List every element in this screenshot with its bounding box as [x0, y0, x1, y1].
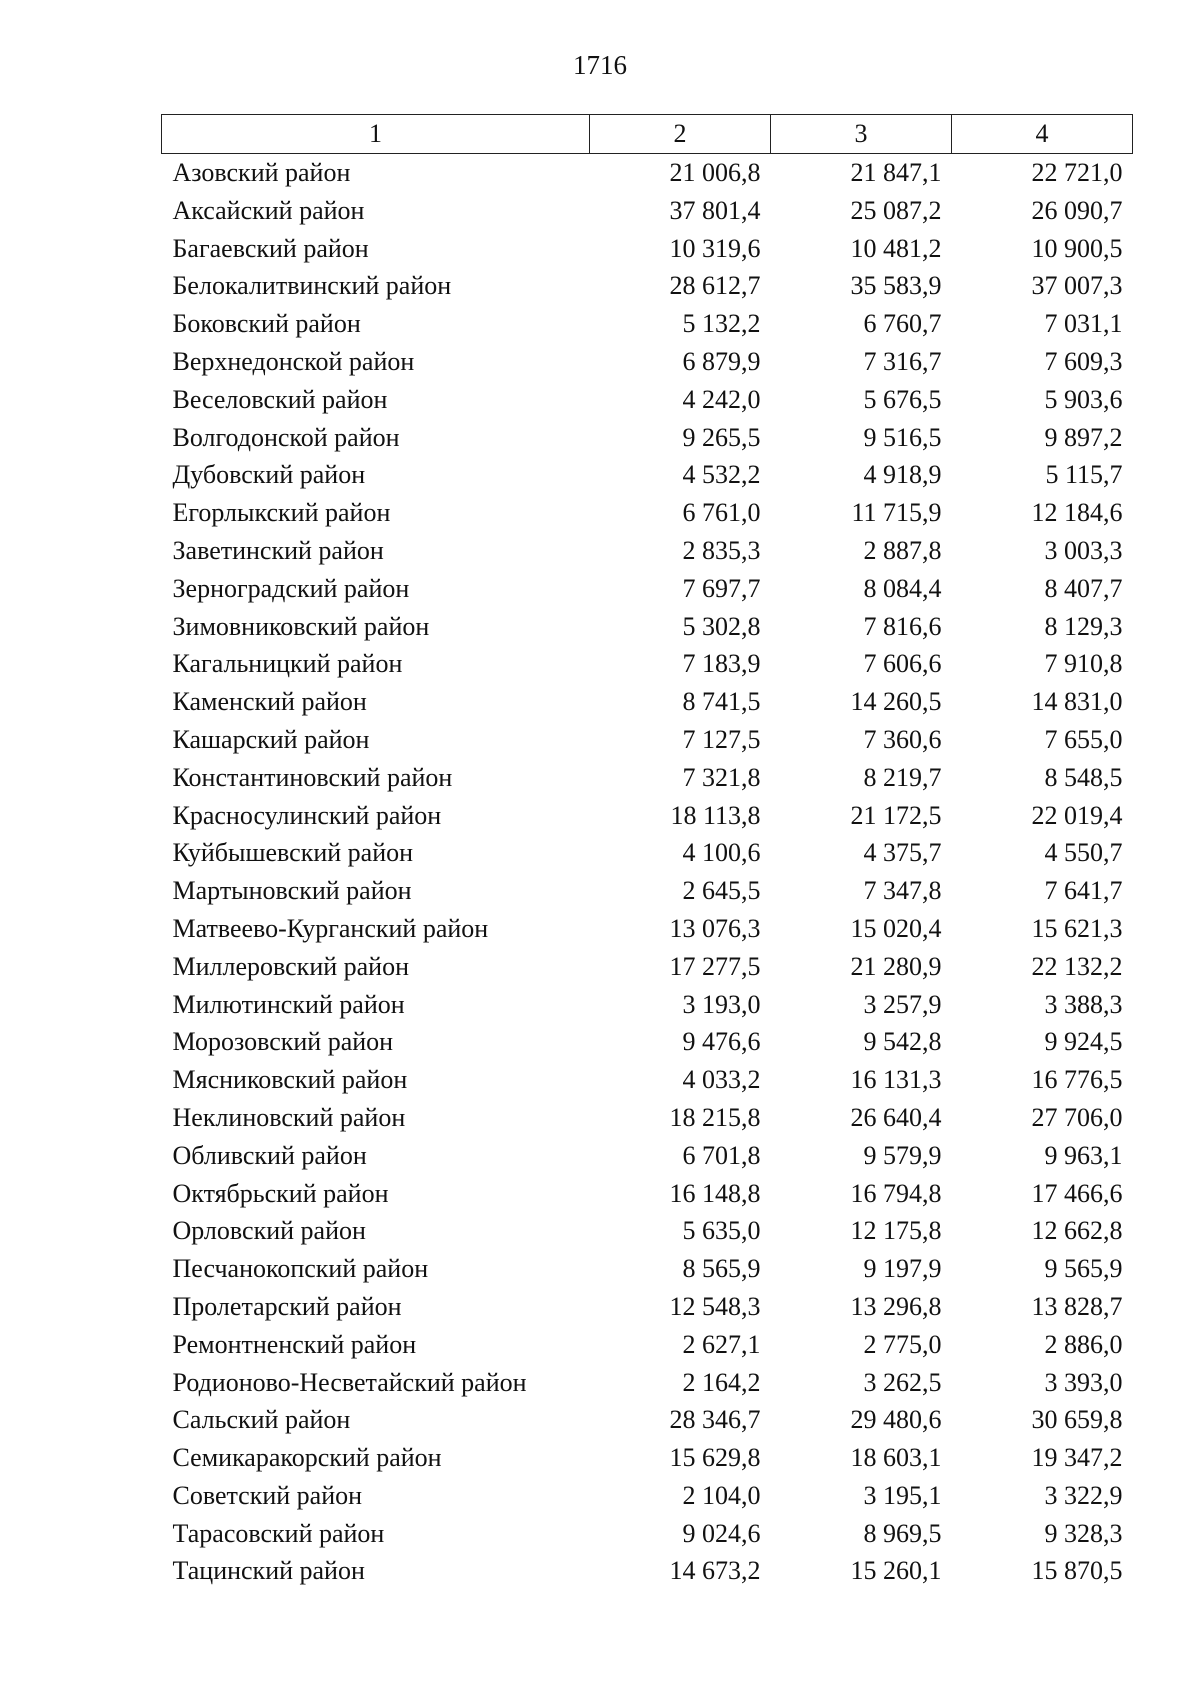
value-col-4: 10 900,5 — [1031, 233, 1123, 263]
value-col-2: 2 164,2 — [682, 1367, 761, 1397]
value-col-4: 5 115,7 — [1045, 460, 1123, 490]
value-col-4: 22 721,0 — [1031, 158, 1123, 187]
value-col-4: 4 550,7 — [1044, 838, 1123, 868]
district-name: Константиновский район — [172, 762, 453, 792]
value-col-3: 3 257,9 — [863, 989, 942, 1019]
table-header — [162, 115, 1133, 154]
value-col-4: 22 019,4 — [1031, 800, 1123, 830]
table-row — [162, 1552, 1133, 1590]
table-body — [162, 154, 1133, 1591]
table-row — [162, 797, 1133, 835]
value-col-2: 17 277,5 — [669, 951, 761, 981]
value-col-2: 21 006,8 — [669, 158, 761, 187]
table-row — [162, 1515, 1133, 1553]
district-name: Кагальницкий район — [172, 649, 403, 679]
district-name: Боковский район — [172, 309, 361, 339]
table-row — [162, 834, 1133, 872]
value-col-4: 3 322,9 — [1044, 1480, 1123, 1510]
table-row — [162, 230, 1133, 268]
value-col-3: 29 480,6 — [850, 1405, 942, 1435]
value-col-2: 15 629,8 — [669, 1443, 761, 1473]
table-row — [162, 305, 1133, 343]
district-name: Заветинский район — [172, 535, 384, 565]
value-col-4: 12 662,8 — [1031, 1216, 1123, 1246]
value-col-4: 2 886,0 — [1044, 1329, 1123, 1359]
value-col-2: 13 076,3 — [669, 913, 761, 943]
value-col-4: 7 641,7 — [1044, 876, 1123, 906]
value-col-2: 12 548,3 — [669, 1291, 761, 1321]
table-row — [162, 1061, 1133, 1099]
district-name: Мартыновский район — [172, 876, 412, 906]
value-col-2: 10 319,6 — [669, 233, 761, 263]
value-col-2: 8 741,5 — [682, 687, 761, 717]
table-row — [162, 608, 1133, 646]
value-col-3: 21 280,9 — [850, 951, 942, 981]
table-row — [162, 494, 1133, 532]
value-col-2: 2 645,5 — [682, 876, 761, 906]
table-row — [162, 1439, 1133, 1477]
table-row — [162, 645, 1133, 683]
header-col-1: 1 — [162, 115, 590, 154]
value-col-4: 8 129,3 — [1044, 611, 1123, 641]
value-col-4: 16 776,5 — [1031, 1065, 1123, 1095]
value-col-3: 21 847,1 — [850, 158, 942, 187]
district-name: Песчанокопский район — [172, 1254, 429, 1284]
page-number: 1716 — [573, 50, 627, 80]
value-col-3: 5 676,5 — [863, 384, 942, 414]
table-row — [162, 381, 1133, 419]
value-col-3: 8 219,7 — [863, 762, 942, 792]
value-col-3: 25 087,2 — [850, 195, 942, 225]
value-col-2: 7 697,7 — [682, 573, 761, 603]
district-name: Верхнедонской район — [172, 346, 415, 376]
table-row — [162, 1099, 1133, 1137]
table-row — [162, 1137, 1133, 1175]
value-col-2: 8 565,9 — [682, 1254, 761, 1284]
value-col-2: 28 346,7 — [669, 1405, 761, 1435]
table-row — [162, 1023, 1133, 1061]
value-col-3: 8 969,5 — [863, 1518, 942, 1548]
district-name: Орловский район — [172, 1216, 366, 1246]
value-col-2: 18 215,8 — [669, 1102, 761, 1132]
value-col-4: 15 621,3 — [1031, 913, 1123, 943]
value-col-2: 18 113,8 — [670, 800, 761, 830]
value-col-3: 16 794,8 — [850, 1178, 942, 1208]
value-col-4: 7 655,0 — [1044, 724, 1123, 754]
value-col-2: 5 132,2 — [682, 309, 761, 339]
district-name: Обливский район — [172, 1140, 367, 1170]
table-row — [162, 910, 1133, 948]
value-col-4: 30 659,8 — [1031, 1405, 1123, 1435]
value-col-4: 15 870,5 — [1031, 1556, 1123, 1586]
value-col-4: 8 407,7 — [1044, 573, 1123, 603]
value-col-3: 9 516,5 — [863, 422, 942, 452]
value-col-3: 35 583,9 — [850, 271, 942, 301]
value-col-2: 37 801,4 — [669, 195, 761, 225]
value-col-3: 9 542,8 — [863, 1027, 942, 1057]
value-col-4: 19 347,2 — [1031, 1443, 1123, 1473]
district-name: Белокалитвинский район — [172, 271, 452, 301]
value-col-2: 2 627,1 — [682, 1329, 761, 1359]
value-col-3: 18 603,1 — [850, 1443, 942, 1473]
table-row — [162, 570, 1133, 608]
district-name: Матвеево-Курганский район — [172, 913, 489, 943]
value-col-4: 9 328,3 — [1044, 1518, 1123, 1548]
table-row — [162, 1175, 1133, 1213]
value-col-4: 22 132,2 — [1031, 951, 1123, 981]
value-col-4: 17 466,6 — [1031, 1178, 1123, 1208]
district-name: Куйбышевский район — [172, 838, 414, 868]
district-name: Ремонтненский район — [172, 1329, 417, 1359]
value-col-4: 7 031,1 — [1044, 309, 1123, 339]
district-name: Сальский район — [172, 1405, 351, 1435]
value-col-3: 7 347,8 — [863, 876, 942, 906]
value-col-3: 2 775,0 — [863, 1329, 942, 1359]
value-col-4: 9 565,9 — [1044, 1254, 1123, 1284]
value-col-2: 7 321,8 — [682, 762, 761, 792]
value-col-4: 37 007,3 — [1031, 271, 1123, 301]
district-name: Веселовский район — [172, 384, 388, 414]
value-col-2: 6 879,9 — [682, 346, 761, 376]
value-col-3: 7 316,7 — [863, 346, 942, 376]
district-name: Кашарский район — [172, 724, 370, 754]
district-name: Мясниковский район — [172, 1065, 408, 1095]
value-col-2: 5 302,8 — [682, 611, 761, 641]
district-name: Пролетарский район — [172, 1291, 402, 1321]
district-budget-table — [161, 114, 1133, 1590]
table-row — [162, 419, 1133, 457]
district-name: Тарасовский район — [172, 1518, 385, 1548]
value-col-3: 6 760,7 — [863, 309, 942, 339]
district-name: Октябрьский район — [172, 1178, 389, 1208]
table-row — [162, 948, 1133, 986]
table-row — [162, 1477, 1133, 1515]
district-name: Советский район — [172, 1480, 363, 1510]
district-name: Дубовский район — [172, 460, 366, 490]
district-name: Волгодонской район — [172, 422, 400, 452]
table-row — [162, 267, 1133, 305]
table-row — [162, 1250, 1133, 1288]
table-row — [162, 343, 1133, 381]
value-col-4: 9 963,1 — [1044, 1140, 1123, 1170]
table-row — [162, 986, 1133, 1024]
district-name: Морозовский район — [172, 1027, 394, 1057]
district-name: Егорлыкский район — [172, 498, 391, 528]
value-col-2: 3 193,0 — [682, 989, 761, 1019]
value-col-2: 28 612,7 — [669, 271, 761, 301]
table-row — [162, 192, 1133, 230]
district-name: Тацинский район — [172, 1556, 365, 1586]
district-name: Азовский район — [172, 158, 351, 187]
value-col-3: 11 715,9 — [851, 498, 942, 528]
value-col-4: 12 184,6 — [1031, 498, 1123, 528]
value-col-2: 6 701,8 — [682, 1140, 761, 1170]
value-col-4: 3 393,0 — [1044, 1367, 1123, 1397]
table-row — [162, 1326, 1133, 1364]
value-col-3: 9 579,9 — [863, 1140, 942, 1170]
value-col-4: 9 897,2 — [1044, 422, 1123, 452]
value-col-4: 26 090,7 — [1031, 195, 1123, 225]
value-col-3: 9 197,9 — [863, 1254, 942, 1284]
value-col-4: 13 828,7 — [1031, 1291, 1123, 1321]
header-row — [162, 115, 1133, 154]
value-col-3: 15 020,4 — [850, 913, 942, 943]
value-col-3: 21 172,5 — [850, 800, 942, 830]
table-row — [162, 1364, 1133, 1402]
value-col-2: 4 033,2 — [682, 1065, 761, 1095]
district-name: Семикаракорский район — [172, 1443, 442, 1473]
header-col-4: 4 — [952, 115, 1133, 154]
value-col-3: 10 481,2 — [850, 233, 942, 263]
table-row — [162, 683, 1133, 721]
value-col-4: 9 924,5 — [1044, 1027, 1123, 1057]
table-row — [162, 532, 1133, 570]
value-col-2: 14 673,2 — [669, 1556, 761, 1586]
district-name: Зимовниковский район — [172, 611, 430, 641]
value-col-2: 2 835,3 — [682, 535, 761, 565]
value-col-3: 7 606,6 — [863, 649, 942, 679]
value-col-4: 5 903,6 — [1044, 384, 1123, 414]
district-name: Зерноградский район — [172, 573, 410, 603]
table-row — [162, 721, 1133, 759]
value-col-2: 9 476,6 — [682, 1027, 761, 1057]
district-name: Красносулинский район — [172, 800, 442, 830]
value-col-3: 16 131,3 — [850, 1065, 942, 1095]
header-col-3: 3 — [771, 115, 952, 154]
header-col-2: 2 — [590, 115, 771, 154]
value-col-2: 6 761,0 — [682, 498, 761, 528]
value-col-4: 3 388,3 — [1044, 989, 1123, 1019]
value-col-2: 16 148,8 — [669, 1178, 761, 1208]
value-col-3: 8 084,4 — [863, 573, 942, 603]
value-col-4: 14 831,0 — [1031, 687, 1123, 717]
value-col-3: 4 918,9 — [863, 460, 942, 490]
value-col-4: 27 706,0 — [1031, 1102, 1123, 1132]
value-col-3: 3 262,5 — [863, 1367, 942, 1397]
value-col-2: 7 127,5 — [682, 724, 761, 754]
table-row — [162, 1212, 1133, 1250]
value-col-3: 26 640,4 — [850, 1102, 942, 1132]
value-col-2: 5 635,0 — [682, 1216, 761, 1246]
table-row — [162, 872, 1133, 910]
district-name: Аксайский район — [172, 195, 365, 225]
value-col-4: 7 910,8 — [1044, 649, 1123, 679]
table-row — [162, 154, 1133, 192]
district-name: Багаевский район — [172, 233, 369, 263]
table-row — [162, 1401, 1133, 1439]
table-row — [162, 759, 1133, 797]
value-col-2: 4 100,6 — [682, 838, 761, 868]
value-col-3: 7 816,6 — [863, 611, 942, 641]
value-col-3: 14 260,5 — [850, 687, 942, 717]
value-col-4: 8 548,5 — [1044, 762, 1123, 792]
table-row — [162, 456, 1133, 494]
district-name: Каменский район — [172, 687, 367, 717]
value-col-3: 13 296,8 — [850, 1291, 942, 1321]
value-col-3: 15 260,1 — [850, 1556, 942, 1586]
value-col-3: 12 175,8 — [850, 1216, 942, 1246]
district-name: Неклиновский район — [172, 1102, 406, 1132]
value-col-2: 4 242,0 — [682, 384, 761, 414]
value-col-2: 7 183,9 — [682, 649, 761, 679]
district-name: Родионово-Несветайский район — [172, 1367, 527, 1397]
district-name: Милютинский район — [172, 989, 405, 1019]
value-col-3: 4 375,7 — [863, 838, 942, 868]
value-col-4: 3 003,3 — [1044, 535, 1123, 565]
value-col-2: 9 024,6 — [682, 1518, 761, 1548]
value-col-4: 7 609,3 — [1044, 346, 1123, 376]
value-col-3: 2 887,8 — [863, 535, 942, 565]
value-col-2: 9 265,5 — [682, 422, 761, 452]
value-col-2: 2 104,0 — [682, 1480, 761, 1510]
table-row — [162, 1288, 1133, 1326]
value-col-3: 3 195,1 — [863, 1480, 942, 1510]
value-col-3: 7 360,6 — [863, 724, 942, 754]
district-name: Миллеровский район — [172, 951, 410, 981]
value-col-2: 4 532,2 — [682, 460, 761, 490]
